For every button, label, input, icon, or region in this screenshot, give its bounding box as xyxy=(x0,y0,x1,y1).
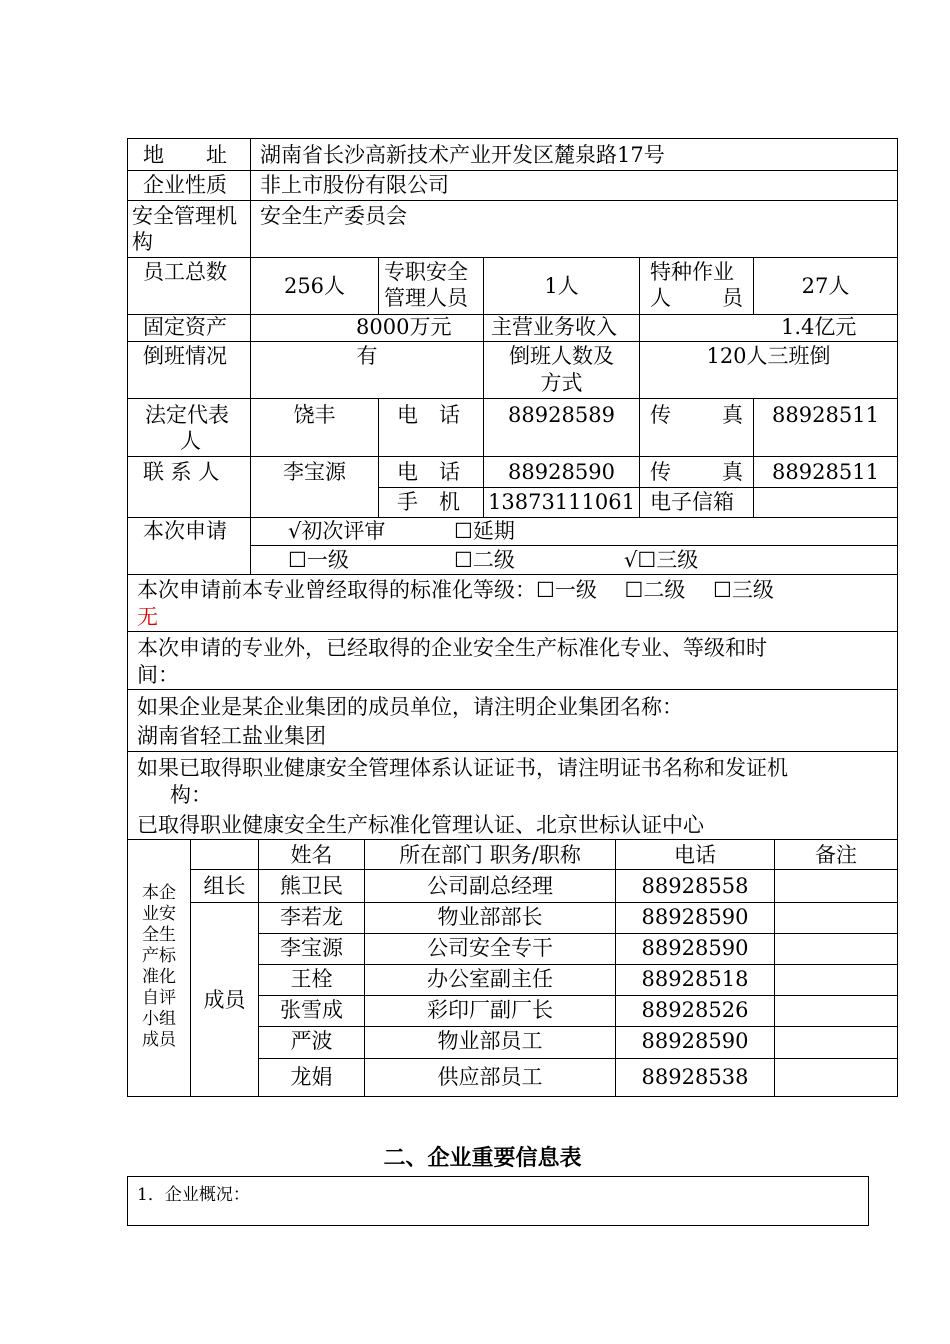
application-label: 本次申请 xyxy=(143,519,227,543)
team-side-label-line: 准化 xyxy=(142,967,176,987)
legal-rep-phone-label: 电 话 xyxy=(397,403,460,427)
contact-mobile: 13873111061 xyxy=(488,490,635,514)
prior-level-value: 无 xyxy=(137,605,158,629)
contact-phone: 88928590 xyxy=(508,460,615,484)
revenue-value: 1.4亿元 xyxy=(781,315,857,339)
team-member-label: 成员 xyxy=(203,988,246,1012)
legal-rep-label-line2: 人 xyxy=(180,429,201,453)
group-line2: 湖南省轻工盐业集团 xyxy=(137,724,326,748)
shift-count-label-line1: 倒班人数及 xyxy=(509,344,614,368)
company-overview-label: 1．企业概况： xyxy=(137,1185,250,1205)
contact-fax: 88928511 xyxy=(772,460,879,484)
shift-count-label-line2: 方式 xyxy=(540,371,583,395)
legal-rep-fax-label-b: 真 xyxy=(722,403,743,427)
legal-rep-label-line1: 法定代表 xyxy=(145,403,229,427)
team-header-name: 姓名 xyxy=(290,843,333,867)
team-row-phone: 88928558 xyxy=(641,874,749,898)
team-row-name: 熊卫民 xyxy=(280,874,343,898)
team-row-phone: 88928590 xyxy=(641,936,749,960)
legal-rep-phone: 88928589 xyxy=(508,403,615,427)
team-row-dept: 公司副总经理 xyxy=(427,874,553,898)
contact-email-label: 电子信箱 xyxy=(650,490,734,514)
contact-name: 李宝源 xyxy=(283,460,346,484)
contact-fax-label-a: 传 xyxy=(650,460,671,484)
team-leader-label: 组长 xyxy=(203,874,246,898)
special-worker-label-line1: 特种作业 xyxy=(650,260,734,284)
staff-total-value: 256人 xyxy=(283,274,346,298)
shift-value: 有 xyxy=(356,344,378,368)
other-cert-line2: 间： xyxy=(137,663,179,687)
team-row-phone: 88928538 xyxy=(641,1065,749,1089)
legal-rep-name: 饶丰 xyxy=(293,403,336,427)
rule xyxy=(127,138,898,139)
rule xyxy=(258,995,898,996)
team-row-phone: 88928526 xyxy=(641,998,749,1022)
ohs-line2: 构： xyxy=(170,783,212,807)
fulltime-safety-label-line1: 专职安全 xyxy=(384,260,468,284)
team-side-label-line: 业安 xyxy=(142,904,176,924)
team-header-note: 备注 xyxy=(815,843,857,867)
rule xyxy=(250,545,898,546)
rule xyxy=(639,257,640,517)
team-row-dept: 彩印厂副厂长 xyxy=(427,998,553,1022)
shift-label: 倒班情况 xyxy=(143,344,227,368)
contact-label: 联 系 人 xyxy=(143,460,220,484)
assets-value: 8000万元 xyxy=(356,315,452,339)
staff-total-label: 员工总数 xyxy=(143,260,227,284)
application-level-3: √☐三级 xyxy=(624,548,699,572)
contact-fax-label-b: 真 xyxy=(722,460,743,484)
contact-phone-label: 电 话 xyxy=(397,460,460,484)
special-worker-label-line2b: 员 xyxy=(722,286,743,310)
fulltime-safety-value: 1人 xyxy=(544,274,579,298)
team-row-name: 龙娟 xyxy=(290,1065,333,1089)
special-worker-value: 27人 xyxy=(801,274,850,298)
ohs-line3: 已取得职业健康安全生产标准化管理认证、北京世标认证中心 xyxy=(137,813,704,837)
other-cert-line1: 本次申请的专业外，已经取得的企业安全生产标准化专业、等级和时 xyxy=(137,636,767,660)
rule xyxy=(127,631,898,632)
fulltime-safety-label-line2: 管理人员 xyxy=(384,286,468,310)
rule xyxy=(127,200,898,201)
rule xyxy=(127,257,898,258)
rule xyxy=(127,839,898,840)
rule xyxy=(190,902,898,903)
special-worker-label-line2a: 人 xyxy=(650,286,671,310)
team-row-name: 王栓 xyxy=(290,967,333,991)
application-type-extend: ☐延期 xyxy=(454,519,515,543)
team-row-phone: 88928590 xyxy=(641,905,749,929)
rule xyxy=(127,341,898,342)
shift-count-value: 120人三班倒 xyxy=(706,344,831,368)
rule xyxy=(127,574,898,575)
prior-level-text: 本次申请前本专业曾经取得的标准化等级：☐一级 ☐二级 ☐三级 xyxy=(137,578,774,602)
team-row-dept: 物业部部长 xyxy=(437,905,543,929)
team-row-name: 李若龙 xyxy=(280,905,343,929)
rule xyxy=(127,170,898,171)
rule xyxy=(127,1096,898,1097)
rule xyxy=(190,869,898,870)
application-level-1: ☐一级 xyxy=(288,548,349,572)
application-type-initial: √初次评审 xyxy=(288,519,386,543)
nature-label: 企业性质 xyxy=(143,173,227,197)
team-row-dept: 办公室副主任 xyxy=(427,967,553,991)
rule xyxy=(378,257,379,314)
assets-label: 固定资产 xyxy=(143,315,227,339)
team-row-name: 张雪成 xyxy=(280,998,343,1022)
rule xyxy=(258,933,898,934)
rule xyxy=(127,751,898,752)
team-row-phone: 88928590 xyxy=(641,1029,749,1053)
group-line1: 如果企业是某企业集团的成员单位，请注明企业集团名称： xyxy=(137,695,683,719)
team-header-dept: 所在部门 职务/职称 xyxy=(399,843,581,867)
address-label: 地 址 xyxy=(143,143,227,167)
contact-mobile-label: 手 机 xyxy=(397,490,460,514)
legal-rep-fax: 88928511 xyxy=(772,403,879,427)
revenue-label: 主营业务收入 xyxy=(491,315,617,339)
team-row-name: 严波 xyxy=(290,1029,333,1053)
team-row-dept: 公司安全专干 xyxy=(427,936,553,960)
nature-value: 非上市股份有限公司 xyxy=(260,173,449,197)
team-row-name: 李宝源 xyxy=(280,936,343,960)
rule xyxy=(378,487,898,488)
team-row-dept: 物业部员工 xyxy=(437,1029,543,1053)
team-side-label-line: 全生 xyxy=(142,925,176,945)
safety-org-label-line2: 构 xyxy=(132,230,153,254)
rule xyxy=(258,964,898,965)
team-side-label-line: 本企 xyxy=(142,883,176,903)
section2-title: 二、企业重要信息表 xyxy=(383,1145,582,1171)
team-side-label-line: 成员 xyxy=(142,1030,176,1050)
legal-rep-fax-label-a: 传 xyxy=(650,403,671,427)
rule xyxy=(127,689,898,690)
address-value: 湖南省长沙高新技术产业开发区麓泉路17号 xyxy=(260,143,665,167)
ohs-line1: 如果已取得职业健康安全管理体系认证证书，请注明证书名称和发证机 xyxy=(137,756,788,780)
team-side-label-line: 自评 xyxy=(142,988,176,1008)
safety-org-value: 安全生产委员会 xyxy=(260,204,407,228)
rule xyxy=(127,456,898,457)
team-side-label-line: 产标 xyxy=(142,946,176,966)
rule xyxy=(127,398,898,399)
rule xyxy=(897,138,898,1097)
rule xyxy=(378,398,379,517)
team-row-dept: 供应部员工 xyxy=(437,1065,543,1089)
rule xyxy=(258,1058,898,1059)
rule xyxy=(774,839,775,1097)
team-side-label-line: 小组 xyxy=(142,1009,176,1029)
application-level-2: ☐二级 xyxy=(454,548,515,572)
team-header-phone: 电话 xyxy=(674,843,716,867)
team-row-phone: 88928518 xyxy=(641,967,749,991)
team-side-label xyxy=(128,883,190,1051)
rule xyxy=(258,1026,898,1027)
safety-org-label-line1: 安全管理机 xyxy=(132,204,237,228)
